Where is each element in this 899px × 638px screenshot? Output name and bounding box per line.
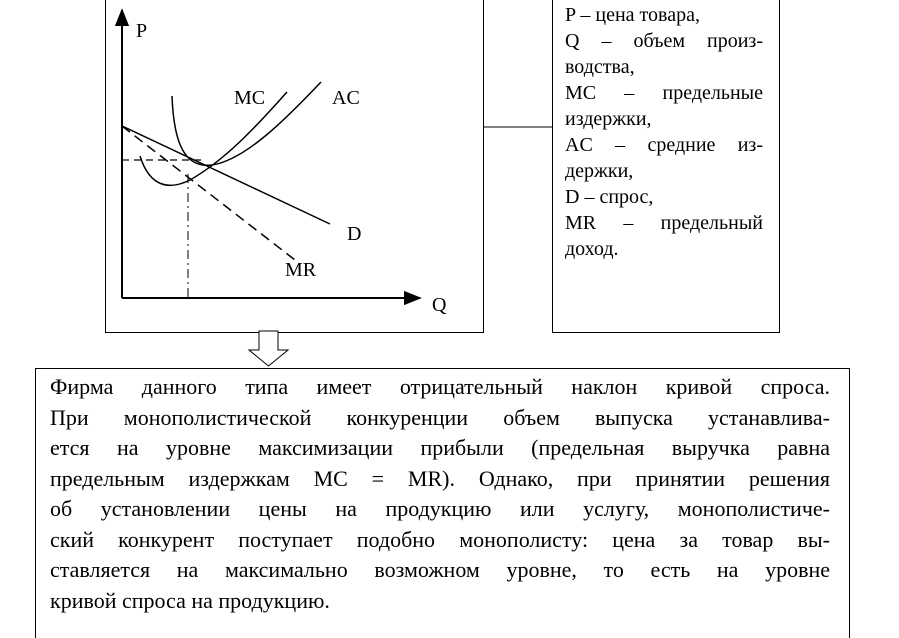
- legend-line: Q – объем произ-: [565, 30, 763, 52]
- description-paragraph: [50, 372, 830, 616]
- curve-label-d: D: [347, 223, 362, 245]
- curve-label-mr: MR: [285, 259, 317, 281]
- legend-line: AC – средние из-: [565, 134, 763, 156]
- paragraph-line: ский конкурент поступает подобно монополисту: цена за товар вы-: [50, 526, 830, 552]
- mr-curve: [122, 126, 295, 260]
- down-arrow-icon: [249, 331, 288, 366]
- paragraph-line: Фирма данного типа имеет отрицательный наклон кривой спроса.: [50, 374, 830, 399]
- paragraph-line: ставляется на максимально возможном уровне, то есть на уровне: [50, 557, 830, 582]
- axis-label-q: Q: [432, 294, 447, 316]
- demand-curve: [122, 126, 330, 224]
- curve-label-ac: AC: [332, 87, 360, 109]
- legend-line: доход.: [565, 238, 619, 260]
- legend-line: P – цена товара,: [565, 4, 700, 26]
- legend-line: D – спрос,: [565, 186, 654, 208]
- legend-line: держки,: [565, 160, 634, 182]
- legend-line: MR – предельный: [565, 212, 763, 234]
- legend-line: MC – предельные: [565, 82, 763, 104]
- paragraph-line: При монополистической конкуренции объем выпуска устанавлива-: [50, 404, 830, 430]
- legend-line: издержки,: [565, 108, 652, 130]
- paragraph-line: кривой спроса на продукцию.: [50, 587, 330, 613]
- paragraph-line: ется на уровне максимизации прибыли (предельная выручка равна: [50, 435, 830, 460]
- paragraph-line: предельным издержкам MC = MR). Однако, при принятии решения: [50, 465, 830, 491]
- paragraph-line: об установлении цены на продукцию или услугу, монополистиче-: [50, 496, 830, 521]
- legend: [565, 2, 763, 262]
- legend-line: водства,: [565, 56, 635, 78]
- axis-label-p: P: [136, 20, 148, 42]
- curve-label-mc: MC: [234, 87, 266, 109]
